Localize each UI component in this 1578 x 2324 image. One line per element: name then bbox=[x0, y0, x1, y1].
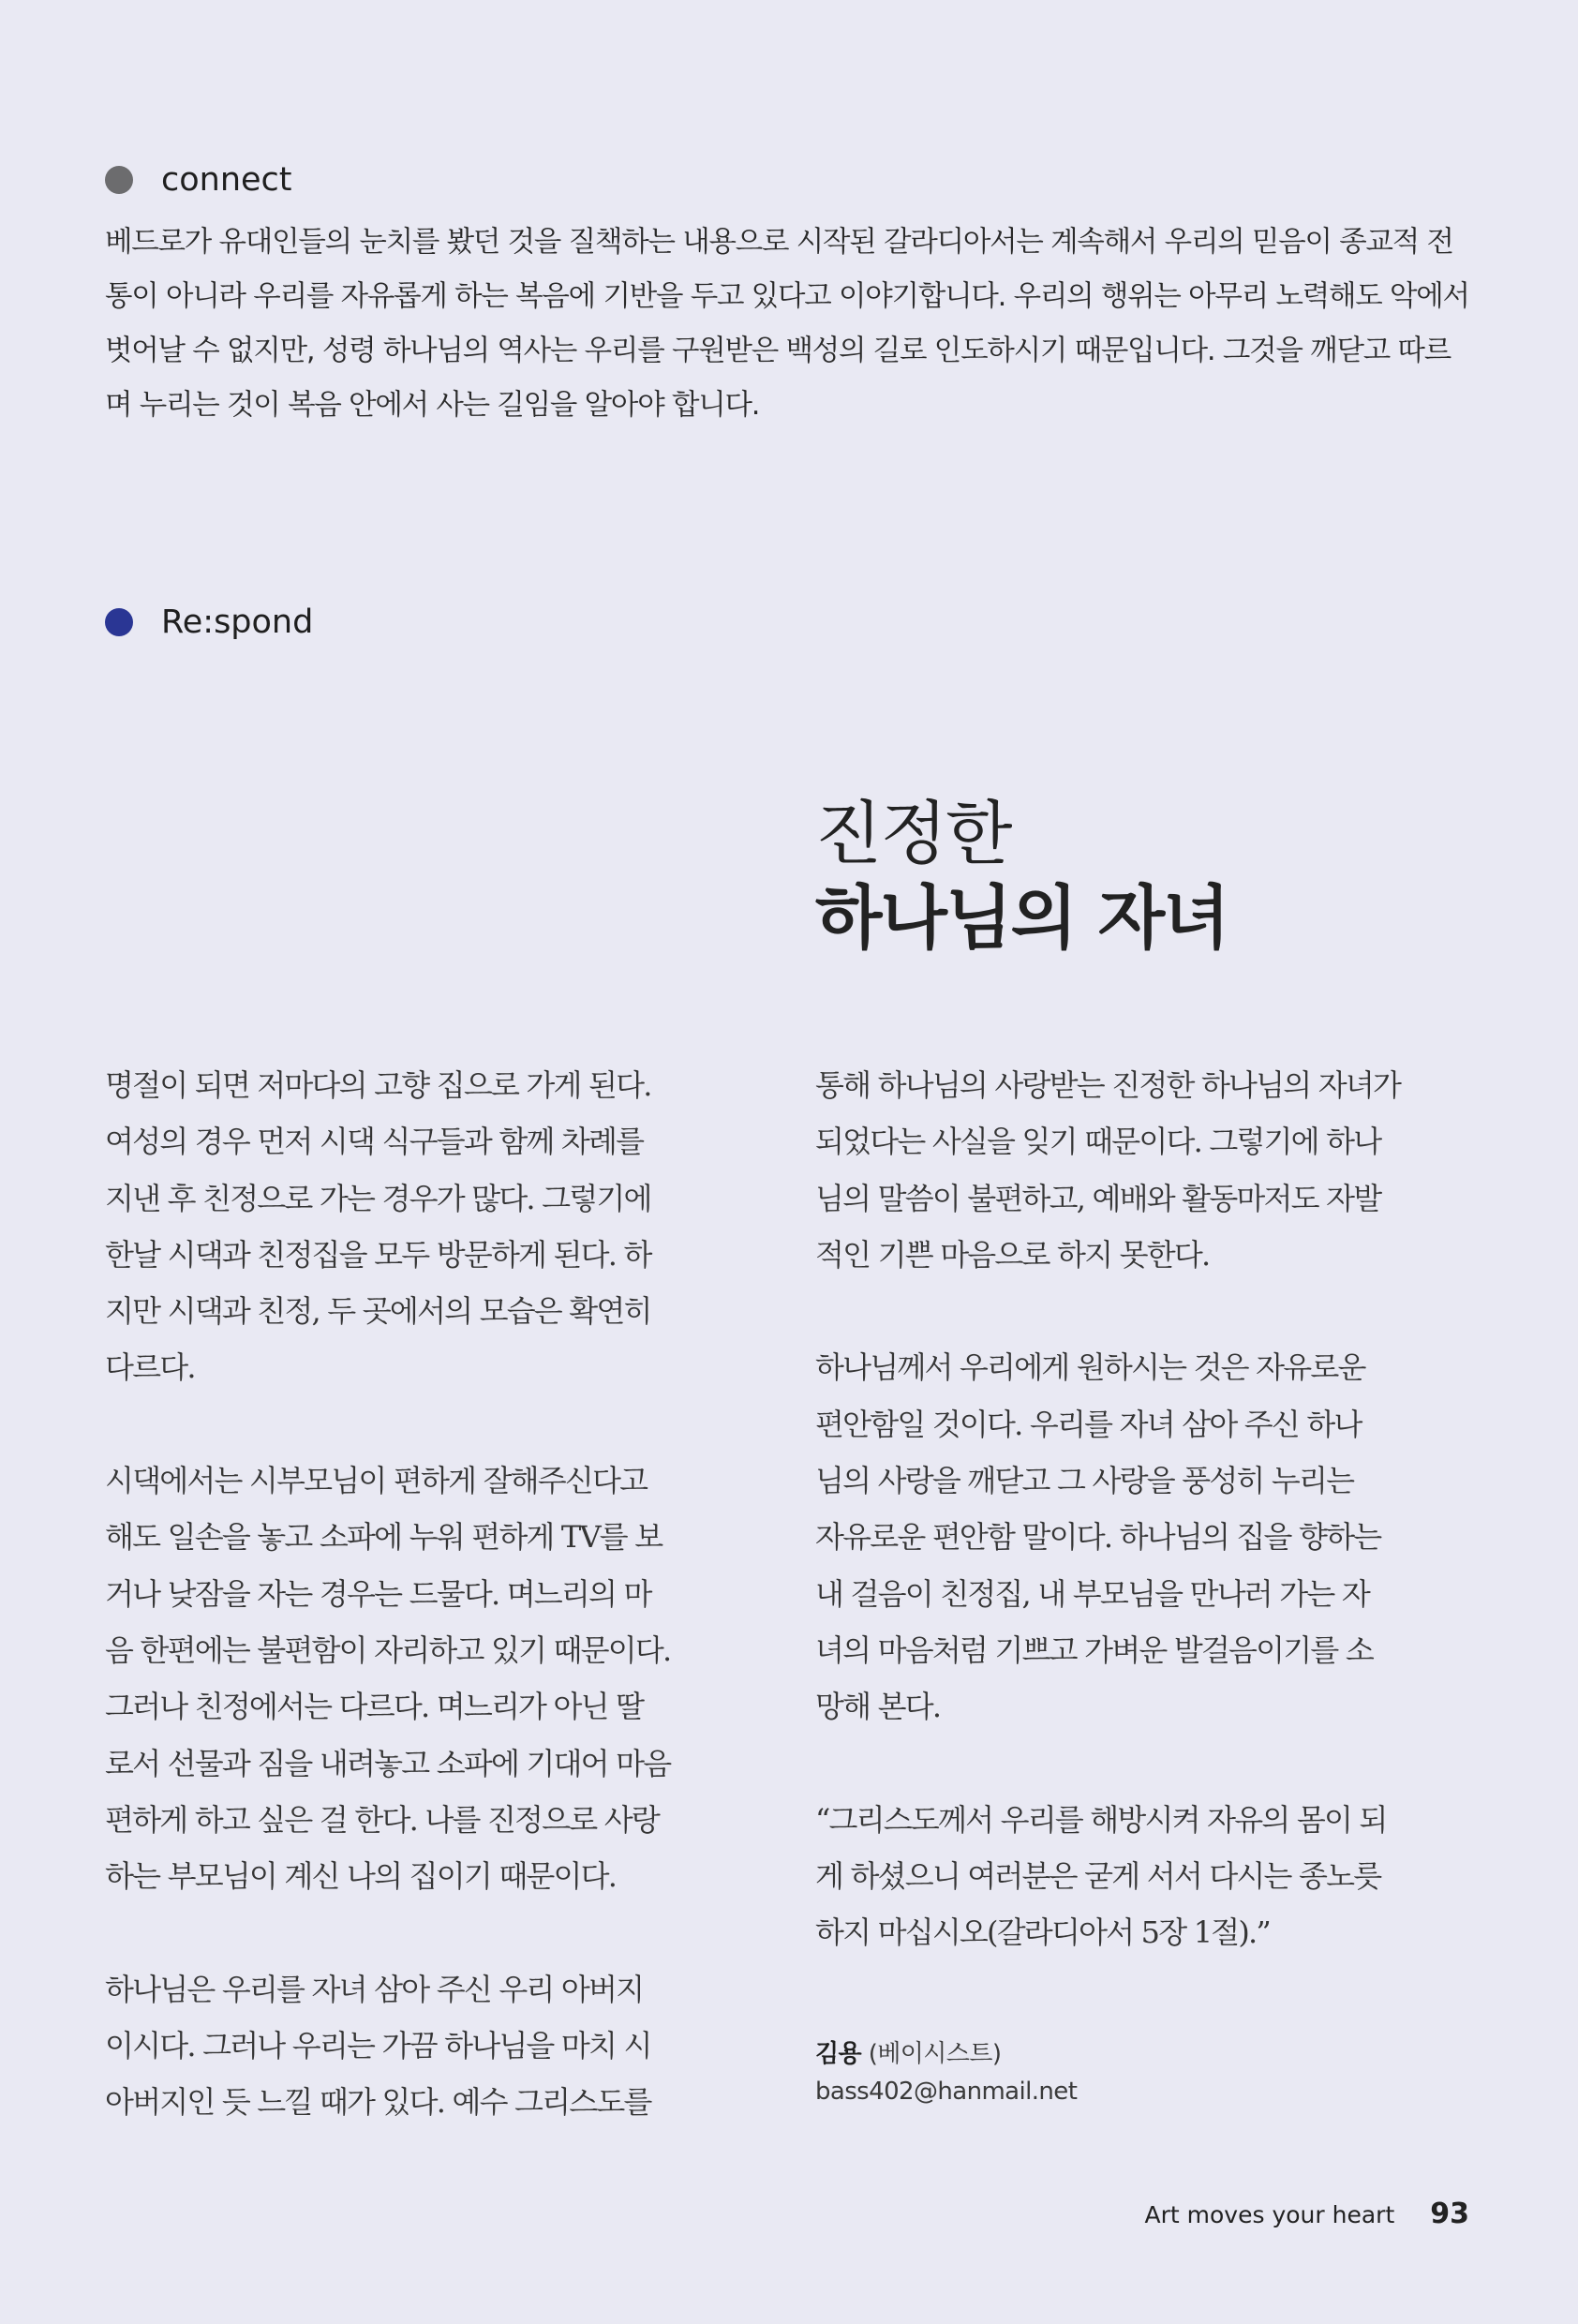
article-title-line2: 하나님의 자녀 bbox=[815, 878, 1228, 959]
respond-heading bbox=[105, 603, 313, 641]
author-role: (베이시스트) bbox=[861, 2040, 1002, 2068]
body-line: 녀의 마음처럼 기쁘고 가벼운 발걸음이기를 소 bbox=[815, 1631, 1373, 1668]
body-line: 편안함일 것이다. 우리를 자녀 삼아 주신 하나 bbox=[815, 1406, 1362, 1442]
article-left-column bbox=[105, 1057, 761, 2131]
body-line: 편하게 하고 싶은 걸 한다. 나를 진정으로 사랑 bbox=[105, 1801, 659, 1838]
body-line: 자유로운 편안함 말이다. 하나님의 집을 향하는 bbox=[815, 1519, 1381, 1556]
connect-bullet-icon bbox=[105, 166, 133, 194]
body-line: 이시다. 그러나 우리는 가끔 하나님을 마치 시 bbox=[105, 2028, 651, 2064]
body-line: 다르다. bbox=[105, 1349, 195, 1386]
connect-heading-label: connect bbox=[161, 161, 292, 199]
body-line: 내 걸음이 친정집, 내 부모님을 만나러 가는 자 bbox=[815, 1575, 1369, 1612]
body-line: 하나님께서 우리에게 원하시는 것은 자유로운 bbox=[815, 1349, 1365, 1386]
respond-bullet-icon bbox=[105, 608, 133, 636]
body-line: 명절이 되면 저마다의 고향 집으로 가게 된다. bbox=[105, 1067, 651, 1103]
body-line: 아버지인 듯 느낄 때가 있다. 예수 그리스도를 bbox=[105, 2084, 651, 2121]
paragraph-gap bbox=[815, 1283, 1471, 1339]
connect-line: 베드로가 유대인들의 눈치를 봤던 것을 질책하는 내용으로 시작된 갈라디아서는 계속해서 우리의 믿음이 종교적 전 bbox=[105, 226, 1453, 259]
body-line: 되었다는 사실을 잊기 때문이다. 그렇기에 하나 bbox=[815, 1124, 1381, 1160]
author-email: bass402@hanmail.net bbox=[815, 2078, 1078, 2106]
paragraph-gap bbox=[105, 1904, 761, 1960]
connect-line: 통이 아니라 우리를 자유롭게 하는 복음에 기반을 두고 있다고 이야기합니다. 우리의 행위는 아무리 노력해도 악에서 bbox=[105, 280, 1469, 313]
body-line: 하나님은 우리를 자녀 삼아 주신 우리 아버지 bbox=[105, 1971, 644, 2007]
respond-heading-label: Re:spond bbox=[161, 603, 314, 641]
body-line: 그러나 친정에서는 다르다. 며느리가 아닌 딸 bbox=[105, 1689, 644, 1725]
author-block bbox=[815, 2035, 1077, 2110]
article-right-column bbox=[815, 1057, 1471, 1961]
paragraph-gap bbox=[105, 1396, 761, 1452]
body-line: 한날 시댁과 친정집을 모두 방문하게 된다. 하 bbox=[105, 1236, 651, 1273]
article-title-line1: 진정한 bbox=[815, 794, 1011, 874]
body-line: 적인 기쁜 마음으로 하지 못한다. bbox=[815, 1236, 1210, 1273]
body-line: 게 하셨으니 여러분은 굳게 서서 다시는 종노릇 bbox=[815, 1858, 1381, 1895]
body-line: 해도 일손을 놓고 소파에 누워 편하게 TV를 보 bbox=[105, 1519, 662, 1556]
author-name: 김용 bbox=[815, 2040, 862, 2068]
footer-tagline: Art moves your heart bbox=[1144, 2201, 1395, 2228]
body-line: 하는 부모님이 계신 나의 집이기 때문이다. bbox=[105, 1858, 617, 1895]
body-line: 망해 본다. bbox=[815, 1689, 941, 1725]
paragraph-gap bbox=[815, 1736, 1471, 1792]
article-title bbox=[815, 792, 1228, 961]
body-line: 시댁에서는 시부모님이 편하게 잘해주신다고 bbox=[105, 1463, 648, 1499]
author-credit bbox=[815, 2035, 1077, 2073]
body-line: 로서 선물과 짐을 내려놓고 소파에 기대어 마음 bbox=[105, 1745, 671, 1781]
body-line: 거나 낮잠을 자는 경우는 드물다. 며느리의 마 bbox=[105, 1575, 651, 1612]
body-line: 음 한편에는 불편함이 자리하고 있기 때문이다. bbox=[105, 1631, 671, 1668]
body-line: “그리스도께서 우리를 해방시켜 자유의 몸이 되 bbox=[815, 1801, 1387, 1838]
body-line: 하지 마십시오(갈라디아서 5장 1절).” bbox=[815, 1914, 1270, 1951]
body-line: 님의 사랑을 깨닫고 그 사랑을 풍성히 누리는 bbox=[815, 1463, 1354, 1499]
body-line: 지만 시댁과 친정, 두 곳에서의 모습은 확연히 bbox=[105, 1293, 651, 1330]
connect-line: 벗어날 수 없지만, 성령 하나님의 역사는 우리를 구원받은 백성의 길로 인도하시기 때문입니다. 그것을 깨닫고 따르 bbox=[105, 335, 1451, 367]
connect-line: 며 누리는 것이 복음 안에서 사는 길임을 알아야 합니다. bbox=[105, 389, 760, 422]
body-line: 지낸 후 친정으로 가는 경우가 많다. 그렇기에 bbox=[105, 1180, 651, 1216]
connect-heading bbox=[105, 161, 292, 199]
connect-paragraph bbox=[105, 216, 1473, 433]
page-number: 93 bbox=[1430, 2197, 1469, 2230]
body-line: 님의 말씀이 불편하고, 예배와 활동마저도 자발 bbox=[815, 1180, 1381, 1216]
body-line: 여성의 경우 먼저 시댁 식구들과 함께 차례를 bbox=[105, 1124, 644, 1160]
page-footer bbox=[1145, 2197, 1469, 2230]
body-line: 통해 하나님의 사랑받는 진정한 하나님의 자녀가 bbox=[815, 1067, 1401, 1103]
